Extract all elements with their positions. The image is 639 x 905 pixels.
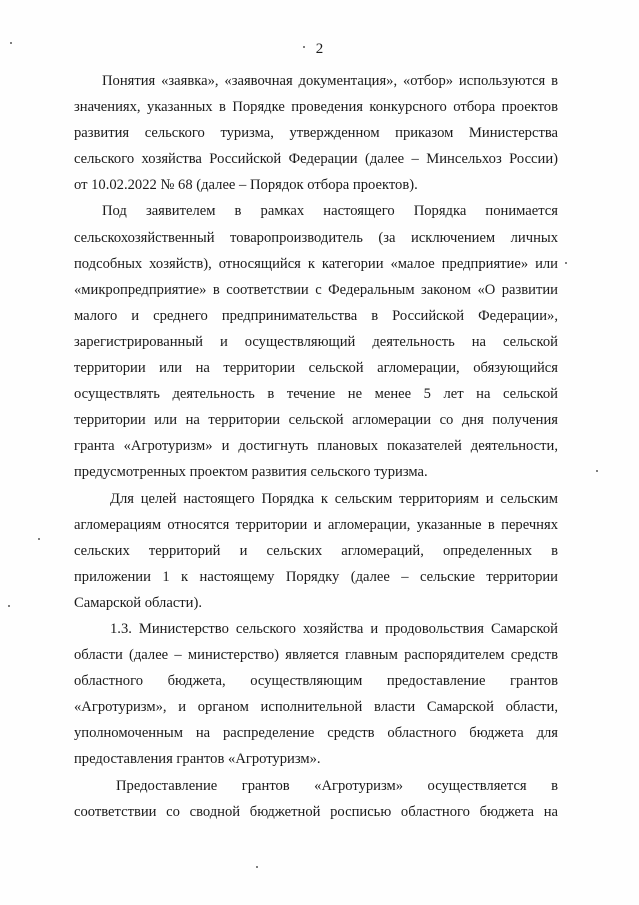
text-line: Для целей настоящего Порядка к сельским территориям и сельским bbox=[110, 490, 558, 507]
paragraph bbox=[74, 68, 558, 198]
text-line: гранта «Агротуризм» и достигнуть плановых показателей деятельности, bbox=[74, 438, 558, 455]
text-line: малого и среднего предпринимательства в Российской Федерации», bbox=[74, 307, 558, 324]
text-line: значениях, указанных в Порядке проведения конкурсного отбора проектов bbox=[74, 99, 558, 116]
scan-speck bbox=[8, 605, 10, 607]
paragraph bbox=[74, 198, 558, 485]
text-line: агломерациям относятся территории и агломерации, указанные в перечнях bbox=[74, 516, 558, 533]
text-line: предоставления грантов «Агротуризм». bbox=[74, 751, 321, 768]
scan-speck bbox=[10, 42, 12, 44]
text-line: территории или на территории сельской агломерации со дня получения bbox=[74, 412, 558, 429]
paragraph bbox=[74, 773, 558, 825]
text-line: территории или на территории сельской агломерации, обязующийся bbox=[74, 360, 558, 377]
scan-speck bbox=[565, 262, 567, 264]
text-line: областного бюджета, осуществляющим предоставление грантов bbox=[74, 673, 558, 690]
scan-speck bbox=[303, 46, 305, 48]
text-line: уполномоченным на распределение средств областного бюджета для bbox=[74, 725, 558, 742]
text-line: приложении 1 к настоящему Порядку (далее – сельские территории bbox=[74, 568, 558, 585]
text-line: соответствии со сводной бюджетной росписью областного бюджета на bbox=[74, 803, 558, 820]
text-line: развития сельского туризма, утвержденном приказом Министерства bbox=[74, 125, 558, 142]
text-line: Под заявителем в рамках настоящего Порядка понимается bbox=[102, 203, 558, 220]
scan-speck bbox=[596, 470, 598, 472]
text-line: осуществлять деятельность в течение не менее 5 лет на сельской bbox=[74, 386, 558, 403]
paragraph bbox=[74, 486, 558, 616]
text-line: предусмотренных проектом развития сельского туризма. bbox=[74, 464, 428, 481]
text-line: сельских территорий и сельских агломераций, определенных в bbox=[74, 542, 558, 559]
text-line: Понятия «заявка», «заявочная документация», «отбор» используются в bbox=[102, 73, 558, 89]
text-line: Предоставление грантов «Агротуризм» осуществляется в bbox=[116, 777, 558, 794]
text-line: сельского хозяйства Российской Федерации (далее – Минсельхоз России) bbox=[74, 151, 558, 168]
scan-speck bbox=[256, 866, 258, 868]
text-line: подсобных хозяйств), относящийся к категории «малое предприятие» или bbox=[74, 255, 558, 272]
text-line: сельскохозяйственный товаропроизводитель (за исключением личных bbox=[74, 229, 558, 246]
text-line: от 10.02.2022 № 68 (далее – Порядок отбора проектов). bbox=[74, 177, 418, 194]
text-line: Самарской области). bbox=[74, 594, 202, 611]
document-body bbox=[74, 68, 558, 825]
scan-speck bbox=[38, 538, 40, 540]
text-line: зарегистрированный и осуществляющий деятельность на сельской bbox=[74, 333, 558, 350]
text-line: области (далее – министерство) является главным распорядителем средств bbox=[74, 647, 558, 664]
text-line: 1.3. Министерство сельского хозяйства и продовольствия Самарской bbox=[110, 620, 558, 637]
page-number: 2 bbox=[315, 41, 324, 57]
paragraph bbox=[74, 616, 558, 773]
text-line: «Агротуризм», и органом исполнительной власти Самарской области, bbox=[74, 699, 558, 716]
text-line: «микропредприятие» в соответствии с Федеральным законом «О развитии bbox=[74, 281, 558, 298]
